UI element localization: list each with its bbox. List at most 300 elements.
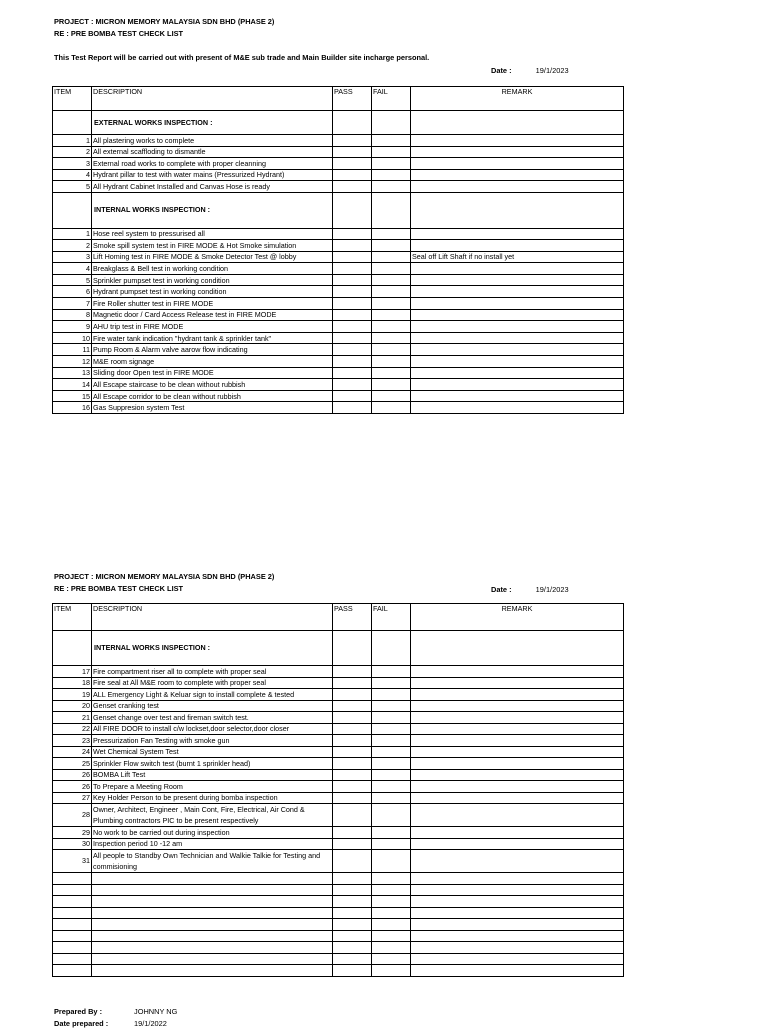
date-value: 19/1/2023: [535, 585, 569, 594]
item-number: 14: [53, 379, 92, 391]
fail-cell[interactable]: [372, 677, 411, 689]
item-description: No work to be carried out during inspection: [92, 827, 333, 839]
remark-cell: [411, 135, 624, 147]
item-description: Hose reel system to pressurised all: [92, 228, 333, 240]
item-number: 26: [53, 781, 92, 793]
table-row: [53, 746, 624, 758]
fail-cell[interactable]: [372, 158, 411, 170]
item-description: M&E room signage: [92, 356, 333, 368]
table-row: [53, 356, 624, 368]
internal-items-page2: [53, 666, 624, 873]
date-value: 19/1/2023: [535, 66, 569, 75]
pass-cell[interactable]: [333, 356, 372, 368]
item-description: Hydrant pillar to test with water mains (Pressurized Hydrant): [92, 169, 333, 181]
pass-cell[interactable]: [333, 804, 372, 827]
item-description: Pump Room & Alarm valve aarow flow indicating: [92, 344, 333, 356]
report-subject-page2: RE : PRE BOMBA TEST CHECK LIST: [54, 584, 184, 593]
item-number: 21: [53, 712, 92, 724]
item-number: 15: [53, 390, 92, 402]
pass-cell[interactable]: [333, 827, 372, 839]
empty-cell: [372, 930, 411, 942]
fail-cell[interactable]: [372, 379, 411, 391]
fail-cell[interactable]: [372, 344, 411, 356]
item-number: 6: [53, 286, 92, 298]
section-heading-internal: INTERNAL WORKS INSPECTION :: [92, 192, 333, 228]
item-number: 4: [53, 169, 92, 181]
empty-cell: [411, 953, 624, 965]
empty-cell: [53, 965, 92, 977]
fail-cell[interactable]: [372, 804, 411, 827]
col-header-remark: REMARK: [411, 87, 624, 111]
pass-cell[interactable]: [333, 274, 372, 286]
blank-row: [53, 942, 624, 954]
checklist-table-1: [52, 86, 624, 414]
table-row: [53, 827, 624, 839]
pass-cell[interactable]: [333, 402, 372, 414]
col-header-fail: FAIL: [372, 87, 411, 111]
fail-cell[interactable]: [372, 321, 411, 333]
empty-cell: [333, 873, 372, 885]
table-row: [53, 321, 624, 333]
pass-cell[interactable]: [333, 321, 372, 333]
pass-cell[interactable]: [333, 344, 372, 356]
checklist-table-2: [52, 603, 624, 977]
remark-cell: [411, 804, 624, 827]
pass-cell[interactable]: [333, 677, 372, 689]
fail-cell[interactable]: [372, 367, 411, 379]
col-header-pass: PASS: [333, 87, 372, 111]
empty-cell: [92, 884, 333, 896]
col-header-remark: REMARK: [411, 604, 624, 631]
item-description: Fire compartment riser all to complete with proper seal: [92, 666, 333, 678]
remark-cell: [411, 321, 624, 333]
pass-cell[interactable]: [333, 390, 372, 402]
fail-cell[interactable]: [372, 700, 411, 712]
pass-cell[interactable]: [333, 781, 372, 793]
item-number: 27: [53, 792, 92, 804]
table-row: [53, 181, 624, 193]
report-subject: RE : PRE BOMBA TEST CHECK LIST: [54, 29, 184, 38]
table-row: [53, 689, 624, 701]
empty-cell: [92, 907, 333, 919]
empty-cell: [411, 965, 624, 977]
date-label: Date :: [491, 66, 512, 75]
pass-cell[interactable]: [333, 700, 372, 712]
blank-row: [53, 907, 624, 919]
item-number: 26: [53, 769, 92, 781]
item-description: AHU trip test in FIRE MODE: [92, 321, 333, 333]
item-description: All Hydrant Cabinet Installed and Canvas Hose is ready: [92, 181, 333, 193]
prepared-by: [54, 1007, 354, 1017]
empty-cell: [53, 907, 92, 919]
table-row: [53, 390, 624, 402]
item-description: Magnetic door / Card Access Release test in FIRE MODE: [92, 309, 333, 321]
empty-cell: [333, 930, 372, 942]
pass-cell[interactable]: [333, 251, 372, 263]
table-row: [53, 274, 624, 286]
table-row: [53, 781, 624, 793]
blank-row: [53, 930, 624, 942]
date-label: Date :: [491, 585, 512, 594]
empty-cell: [92, 953, 333, 965]
table-row: [53, 838, 624, 850]
pass-cell[interactable]: [333, 712, 372, 724]
empty-cell: [333, 942, 372, 954]
remark-cell: [411, 263, 624, 275]
pass-cell[interactable]: [333, 758, 372, 770]
fail-cell[interactable]: [372, 356, 411, 368]
remark-cell: [411, 379, 624, 391]
pass-cell[interactable]: [333, 309, 372, 321]
pass-cell[interactable]: [333, 169, 372, 181]
item-description: Key Holder Person to be present during bomba inspection: [92, 792, 333, 804]
empty-cell: [92, 965, 333, 977]
pass-cell[interactable]: [333, 146, 372, 158]
section-heading-row: [53, 111, 624, 135]
pass-cell[interactable]: [333, 746, 372, 758]
remark-cell: [411, 158, 624, 170]
report-date-page2: [491, 585, 569, 594]
pass-cell[interactable]: [333, 367, 372, 379]
item-number: 25: [53, 758, 92, 770]
pass-cell[interactable]: [333, 263, 372, 275]
project-title: PROJECT : MICRON MEMORY MALAYSIA SDN BHD (PHASE 2): [54, 17, 275, 26]
table-row: [53, 169, 624, 181]
empty-cell: [411, 919, 624, 931]
item-description: Hydrant pumpset test in working condition: [92, 286, 333, 298]
remark-cell: [411, 146, 624, 158]
item-number: 16: [53, 402, 92, 414]
col-header-description: DESCRIPTION: [92, 87, 333, 111]
table-row: [53, 332, 624, 344]
table-row: [53, 263, 624, 275]
col-header-description: DESCRIPTION: [92, 604, 333, 631]
remark-cell: [411, 758, 624, 770]
fail-cell[interactable]: [372, 781, 411, 793]
pass-cell[interactable]: [333, 228, 372, 240]
section-heading-row: [53, 192, 624, 228]
blank-row: [53, 965, 624, 977]
fail-cell[interactable]: [372, 286, 411, 298]
pass-cell[interactable]: [333, 838, 372, 850]
item-number: 11: [53, 344, 92, 356]
empty-cell: [92, 896, 333, 908]
item-number: 13: [53, 367, 92, 379]
fail-cell[interactable]: [372, 746, 411, 758]
table-row: [53, 758, 624, 770]
item-description: Sliding door Open test in FIRE MODE: [92, 367, 333, 379]
col-header-item: ITEM: [53, 604, 92, 631]
table-row: [53, 712, 624, 724]
date-prepared-label: Date prepared :: [54, 1019, 109, 1028]
remark-cell: [411, 332, 624, 344]
item-number: 29: [53, 827, 92, 839]
empty-cell: [372, 965, 411, 977]
section-heading-internal: INTERNAL WORKS INSPECTION :: [92, 631, 333, 666]
fail-cell[interactable]: [372, 712, 411, 724]
fail-cell[interactable]: [372, 169, 411, 181]
table-row: [53, 146, 624, 158]
remark-cell: [411, 689, 624, 701]
empty-cell: [333, 919, 372, 931]
empty-cell: [411, 873, 624, 885]
pass-cell[interactable]: [333, 379, 372, 391]
table-row: [53, 723, 624, 735]
table-row: [53, 792, 624, 804]
item-number: 8: [53, 309, 92, 321]
pass-cell[interactable]: [333, 158, 372, 170]
table-row: [53, 367, 624, 379]
pass-cell[interactable]: [333, 298, 372, 310]
item-description: Inspection period 10 -12 am: [92, 838, 333, 850]
pass-cell[interactable]: [333, 735, 372, 747]
fail-cell[interactable]: [372, 827, 411, 839]
table-row: [53, 700, 624, 712]
item-description: Wet Chemical System Test: [92, 746, 333, 758]
empty-cell: [411, 896, 624, 908]
remark-cell: [411, 274, 624, 286]
remark-cell: [411, 723, 624, 735]
item-description: Fire seal at All M&E room to complete with proper seal: [92, 677, 333, 689]
empty-cell: [372, 953, 411, 965]
table-row: [53, 379, 624, 391]
col-header-fail: FAIL: [372, 604, 411, 631]
item-description: Breakglass & Bell test in working condition: [92, 263, 333, 275]
empty-cell: [372, 873, 411, 885]
item-number: 22: [53, 723, 92, 735]
item-description: All external scaffloding to dismantle: [92, 146, 333, 158]
remark-cell: [411, 850, 624, 873]
blank-row: [53, 919, 624, 931]
item-description: All Escape corridor to be clean without rubbish: [92, 390, 333, 402]
item-description: BOMBA Lift Test: [92, 769, 333, 781]
fail-cell[interactable]: [372, 135, 411, 147]
table-row: [53, 735, 624, 747]
table-row: [53, 240, 624, 252]
item-number: 9: [53, 321, 92, 333]
item-number: 17: [53, 666, 92, 678]
project-title-page2: PROJECT : MICRON MEMORY MALAYSIA SDN BHD (PHASE 2): [54, 572, 275, 581]
item-number: 1: [53, 228, 92, 240]
table-row: [53, 309, 624, 321]
remark-cell: [411, 344, 624, 356]
item-number: 20: [53, 700, 92, 712]
empty-cell: [333, 953, 372, 965]
empty-cell: [372, 896, 411, 908]
remark-cell: [411, 735, 624, 747]
table-row: [53, 804, 624, 827]
item-number: 2: [53, 240, 92, 252]
remark-cell: [411, 827, 624, 839]
remark-cell: [411, 781, 624, 793]
item-description: Genset change over test and fireman switch test.: [92, 712, 333, 724]
table-row: [53, 402, 624, 414]
empty-cell: [53, 953, 92, 965]
empty-cell: [411, 907, 624, 919]
date-prepared-value: 19/1/2022: [134, 1019, 167, 1028]
item-description: All Escape staircase to be clean without rubbish: [92, 379, 333, 391]
fail-cell[interactable]: [372, 181, 411, 193]
fail-cell[interactable]: [372, 838, 411, 850]
pass-cell[interactable]: [333, 135, 372, 147]
section-heading-external: EXTERNAL WORKS INSPECTION :: [92, 111, 333, 135]
table-header-row: [53, 604, 624, 631]
fail-cell[interactable]: [372, 390, 411, 402]
item-description: ALL Emergency Light & Keluar sign to install complete & tested: [92, 689, 333, 701]
pass-cell[interactable]: [333, 181, 372, 193]
table-header-row: [53, 87, 624, 111]
empty-cell: [372, 942, 411, 954]
item-number: 18: [53, 677, 92, 689]
fail-cell[interactable]: [372, 402, 411, 414]
pass-cell[interactable]: [333, 689, 372, 701]
empty-cell: [92, 930, 333, 942]
item-number: 30: [53, 838, 92, 850]
fail-cell[interactable]: [372, 723, 411, 735]
item-description: Genset cranking test: [92, 700, 333, 712]
table-row: [53, 135, 624, 147]
fail-cell[interactable]: [372, 769, 411, 781]
pass-cell[interactable]: [333, 286, 372, 298]
item-description: Gas Suppresion system Test: [92, 402, 333, 414]
remark-cell: [411, 367, 624, 379]
empty-cell: [53, 884, 92, 896]
fail-cell[interactable]: [372, 850, 411, 873]
col-header-item: ITEM: [53, 87, 92, 111]
fail-cell[interactable]: [372, 666, 411, 678]
remark-cell: [411, 700, 624, 712]
empty-cell: [372, 919, 411, 931]
item-number: 23: [53, 735, 92, 747]
item-number: 31: [53, 850, 92, 873]
table-row: [53, 677, 624, 689]
fail-cell[interactable]: [372, 274, 411, 286]
item-description: Fire Roller shutter test in FIRE MODE: [92, 298, 333, 310]
remark-cell: [411, 666, 624, 678]
pass-cell[interactable]: [333, 332, 372, 344]
empty-cell: [92, 873, 333, 885]
section-heading-row: [53, 631, 624, 666]
remark-cell: [411, 677, 624, 689]
remark-cell: [411, 712, 624, 724]
fail-cell[interactable]: [372, 735, 411, 747]
empty-cell: [53, 919, 92, 931]
table-row: [53, 228, 624, 240]
fail-cell[interactable]: [372, 792, 411, 804]
empty-cell: [92, 942, 333, 954]
report-note: This Test Report will be carried out with present of M&E sub trade and Main Builder site incharge personal.: [54, 53, 430, 62]
remark-cell: [411, 402, 624, 414]
blank-row: [53, 896, 624, 908]
internal-items: [53, 228, 624, 414]
empty-cell: [333, 896, 372, 908]
pass-cell[interactable]: [333, 792, 372, 804]
blank-row: [53, 884, 624, 896]
table-row: [53, 344, 624, 356]
pass-cell[interactable]: [333, 240, 372, 252]
item-number: 19: [53, 689, 92, 701]
fail-cell[interactable]: [372, 146, 411, 158]
table-row: [53, 666, 624, 678]
empty-cell: [333, 884, 372, 896]
fail-cell[interactable]: [372, 298, 411, 310]
item-description: Sprinkler Flow switch test (burnt 1 sprinkler head): [92, 758, 333, 770]
empty-cell: [53, 942, 92, 954]
date-prepared: [54, 1019, 354, 1029]
remark-cell: [411, 240, 624, 252]
fail-cell[interactable]: [372, 758, 411, 770]
empty-cell: [333, 965, 372, 977]
empty-cell: [53, 896, 92, 908]
item-number: 2: [53, 146, 92, 158]
report-date: [491, 66, 569, 75]
item-number: 28: [53, 804, 92, 827]
empty-cell: [372, 907, 411, 919]
pass-cell[interactable]: [333, 666, 372, 678]
item-description: All plastering works to complete: [92, 135, 333, 147]
remark-cell: [411, 181, 624, 193]
fail-cell[interactable]: [372, 251, 411, 263]
remark-cell: [411, 792, 624, 804]
item-number: 24: [53, 746, 92, 758]
remark-cell: [411, 169, 624, 181]
item-number: 1: [53, 135, 92, 147]
fail-cell[interactable]: [372, 309, 411, 321]
remark-cell: [411, 228, 624, 240]
col-header-pass: PASS: [333, 604, 372, 631]
blank-row: [53, 873, 624, 885]
item-description: Lift Homing test in FIRE MODE & Smoke Detector Test @ lobby: [92, 251, 333, 263]
fail-cell[interactable]: [372, 240, 411, 252]
item-description: All people to Standby Own Technician and Walkie Talkie for Testing and commisioning: [92, 850, 333, 873]
empty-cell: [411, 884, 624, 896]
item-number: 3: [53, 158, 92, 170]
empty-cell: [333, 907, 372, 919]
remark-cell: [411, 838, 624, 850]
remark-cell: [411, 746, 624, 758]
pass-cell[interactable]: [333, 769, 372, 781]
blank-row: [53, 953, 624, 965]
remark-cell: [411, 356, 624, 368]
item-description: To Prepare a Meeting Room: [92, 781, 333, 793]
item-description: Owner, Architect, Engineer , Main Cont, Fire, Electrical, Air Cond & Plumbing contractors PIC to be present respectively: [92, 804, 333, 827]
fail-cell[interactable]: [372, 332, 411, 344]
item-number: 4: [53, 263, 92, 275]
fail-cell[interactable]: [372, 228, 411, 240]
table-row: [53, 251, 624, 263]
table-row: [53, 769, 624, 781]
empty-cell: [411, 930, 624, 942]
item-number: 5: [53, 181, 92, 193]
empty-cell: [92, 919, 333, 931]
pass-cell[interactable]: [333, 723, 372, 735]
fail-cell[interactable]: [372, 263, 411, 275]
empty-cell: [53, 873, 92, 885]
remark-cell: [411, 309, 624, 321]
item-number: 7: [53, 298, 92, 310]
fail-cell[interactable]: [372, 689, 411, 701]
pass-cell[interactable]: [333, 850, 372, 873]
empty-cell: [411, 942, 624, 954]
table-row: [53, 850, 624, 873]
table-row: [53, 298, 624, 310]
item-number: 3: [53, 251, 92, 263]
remark-cell: [411, 769, 624, 781]
remark-cell: Seal off Lift Shaft if no install yet: [411, 251, 624, 263]
prepared-by-label: Prepared By :: [54, 1007, 103, 1016]
item-number: 10: [53, 332, 92, 344]
remark-cell: [411, 390, 624, 402]
